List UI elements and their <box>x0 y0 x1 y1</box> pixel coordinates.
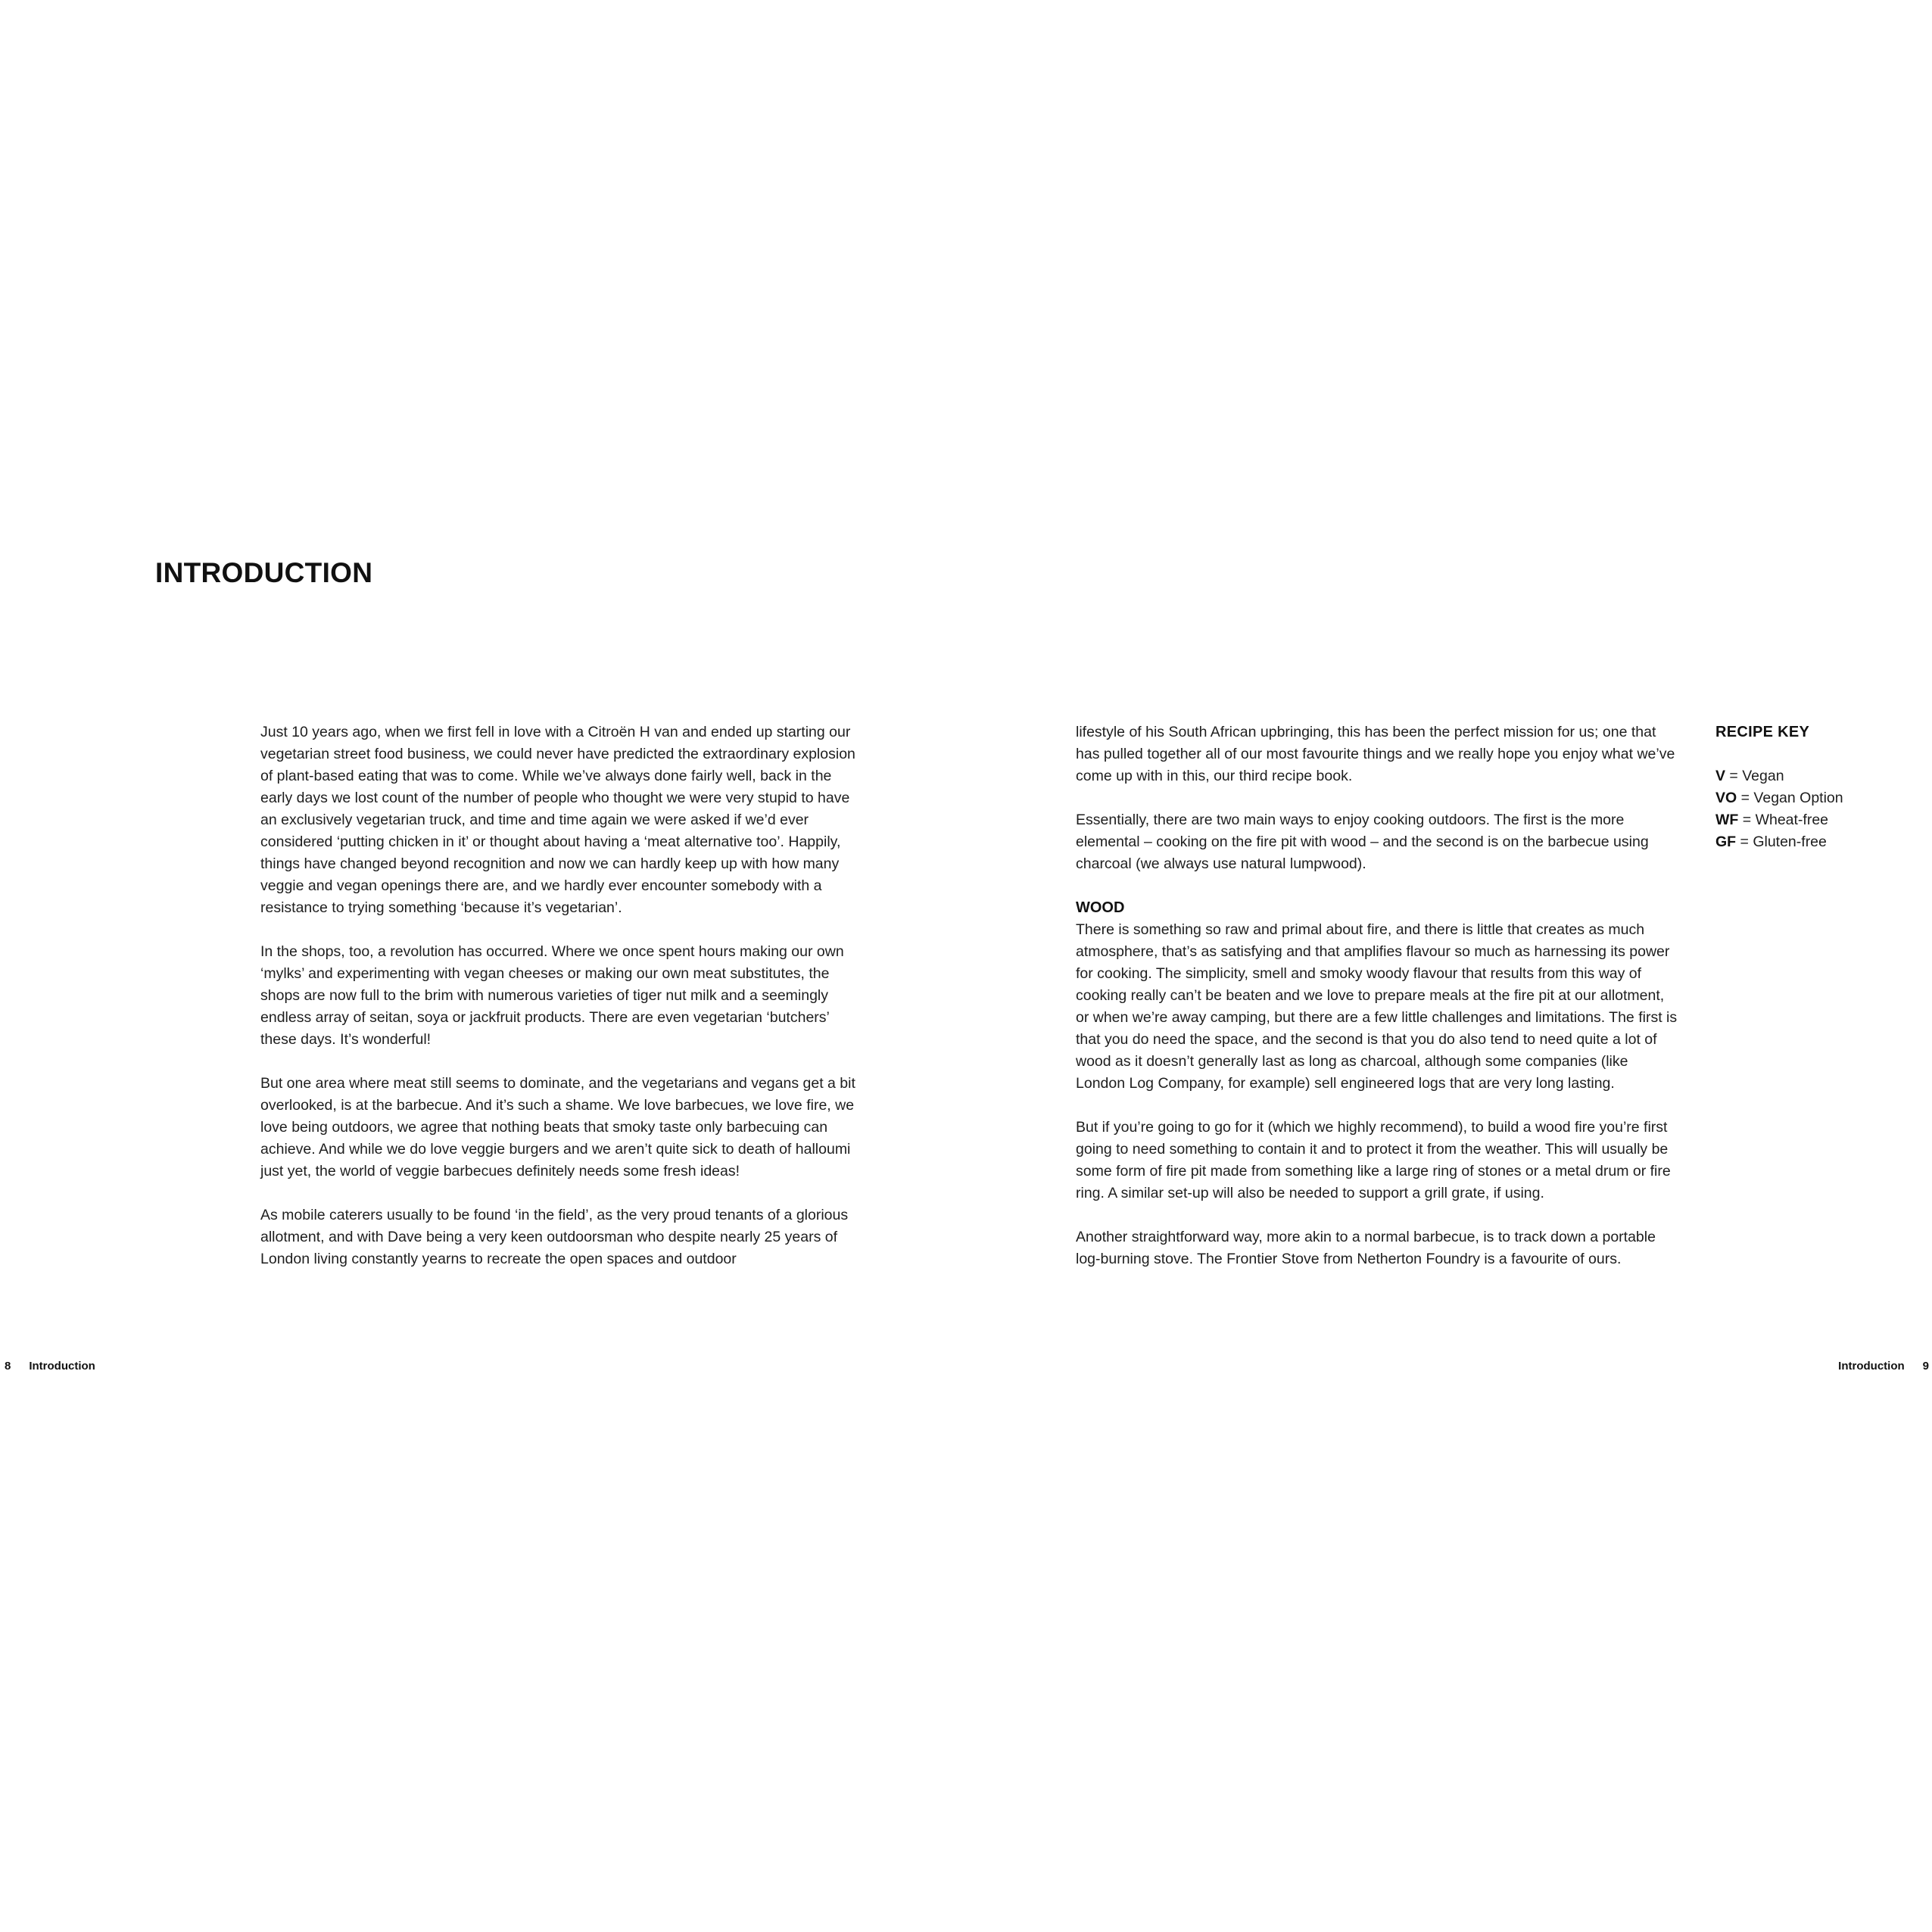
section-subheading-wood: WOOD <box>1076 899 1125 916</box>
body-paragraph: As mobile caterers usually to be found ‘in the field’, as the very proud tenants of a glorious allotment, and with Dave being a very keen outdoorsman who despite nearly 25 years of London living constantly yearns to recreate the open spaces and outdoor <box>260 1207 849 1267</box>
running-head: Introduction <box>1838 1360 1905 1373</box>
recipe-key-separator: = <box>1737 790 1754 806</box>
recipe-key-meaning: Wheat-free <box>1755 812 1829 828</box>
page-title: INTRODUCTION <box>155 557 373 588</box>
left-text-column <box>260 721 862 1270</box>
recipe-key-code: V <box>1715 768 1726 784</box>
folio-left <box>5 1360 95 1373</box>
body-paragraph: There is something so raw and primal about fire, and there is little that creates as much atmosphere, that’s as satisfying and that amplifies flavour so much as harnessing its power for cooking. The simplicity, smell and smoky woody flavour that results from this way of cooking really can’t be beaten and we love to prepare meals at the fire pit at our allotment, or when we’re away camping, but there are a few little challenges and limitations. The first is that you do need the space, and the second is that you do also tend to need quite a lot of wood as it doesn’t generally last as long as charcoal, although some companies (like London Log Company, for example) sell engineered logs that are very long lasting. <box>1076 921 1678 1092</box>
running-head: Introduction <box>29 1360 95 1373</box>
recipe-key-code: WF <box>1715 812 1739 828</box>
body-paragraph: Just 10 years ago, when we first fell in love with a Citroën H van and ended up starting our vegetarian street food business, we could never have predicted the extraordinary explosion of plant-based eating that was to come. While we’ve always done fairly well, back in the early days we lost count of the number of people who thought we were very stupid to have an exclusively vegetarian truck, and time and time again we were asked if we’d ever considered ‘putting chicken in it’ or thought about having a ‘meat alternative too’. Happily, things have changed beyond recognition and now we can hardly keep up with how many veggie and vegan openings there are, and we hardly ever encounter somebody with a resistance to trying something ‘because it’s vegetarian’. <box>260 724 855 916</box>
body-paragraph: But one area where meat still seems to dominate, and the vegetarians and vegans get a bit overlooked, is at the barbecue. And it’s such a shame. We love barbecues, we love fire, we love being outdoors, we agree that nothing beats that smoky taste only barbecuing can achieve. And while we do love veggie burgers and we aren’t quite sick to death of halloumi just yet, the world of veggie barbecues definitely needs some fresh ideas! <box>260 1075 855 1179</box>
recipe-key-item <box>1715 809 1920 831</box>
right-text-column <box>1076 721 1678 1270</box>
recipe-key-item <box>1715 831 1920 853</box>
recipe-key-meaning: Vegan Option <box>1753 790 1843 806</box>
recipe-key-meaning: Gluten-free <box>1753 834 1827 850</box>
body-paragraph: Another straightforward way, more akin to a normal barbecue, is to track down a portable log-burning stove. The Frontier Stove from Netherton Foundry is a favourite of ours. <box>1076 1229 1656 1267</box>
page-number: 8 <box>5 1360 11 1373</box>
recipe-key-meaning: Vegan <box>1742 768 1784 784</box>
recipe-key-separator: = <box>1736 834 1753 850</box>
recipe-key-separator: = <box>1738 812 1756 828</box>
recipe-key <box>1715 721 1920 853</box>
recipe-key-item <box>1715 787 1920 809</box>
recipe-key-item <box>1715 765 1920 787</box>
body-paragraph: Essentially, there are two main ways to enjoy cooking outdoors. The first is the more elemental – cooking on the fire pit with wood – and the second is on the barbecue using charcoal (we always use natural lumpwood). <box>1076 812 1649 872</box>
folio-right <box>1838 1360 1929 1373</box>
body-paragraph: But if you’re going to go for it (which we highly recommend), to build a wood fire you’re first going to need something to contain it and to protect it from the weather. This will usually be some form of fire pit made from something like a large ring of stones or a metal drum or fire ring. A similar set-up will also be needed to support a grill grate, if using. <box>1076 1119 1671 1201</box>
page-number: 9 <box>1922 1360 1929 1373</box>
body-paragraph: lifestyle of his South African upbringing, this has been the perfect mission for us; one that has pulled together all of our most favourite things and we really hope you enjoy what we’ve come up with in this, our third recipe book. <box>1076 724 1675 784</box>
body-paragraph: In the shops, too, a revolution has occurred. Where we once spent hours making our own ‘mylks’ and experimenting with vegan cheeses or making our own meat substitutes, the shops are now full to the brim with numerous varieties of tiger nut milk and a seemingly endless array of seitan, soya or jackfruit products. There are even vegetarian ‘butchers’ these days. It’s wonderful! <box>260 943 844 1048</box>
recipe-key-separator: = <box>1725 768 1743 784</box>
recipe-key-code: VO <box>1715 790 1737 806</box>
recipe-key-title: RECIPE KEY <box>1715 724 1810 740</box>
recipe-key-code: GF <box>1715 834 1737 850</box>
